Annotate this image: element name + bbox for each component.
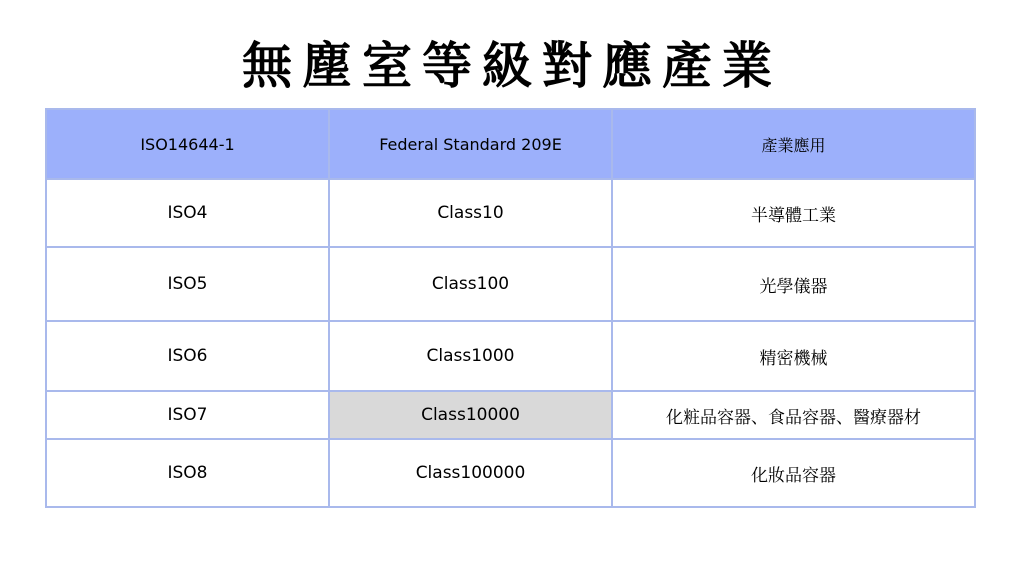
- cell-federal-class: Class1000: [329, 321, 612, 391]
- cell-industry: 化妝品容器: [612, 439, 975, 507]
- cell-iso-class: ISO6: [46, 321, 329, 391]
- cell-federal-class-highlighted: Class10000: [329, 391, 612, 439]
- table-row: [46, 439, 975, 507]
- cell-industry: 化粧品容器、食品容器、醫療器材: [612, 391, 975, 439]
- table-header-row: [46, 109, 975, 179]
- table-row: [46, 179, 975, 247]
- cell-federal-class: Class100000: [329, 439, 612, 507]
- cell-iso-class: ISO5: [46, 247, 329, 321]
- cell-industry: 精密機械: [612, 321, 975, 391]
- header-federal-standard: Federal Standard 209E: [329, 109, 612, 179]
- header-industry-application: 產業應用: [612, 109, 975, 179]
- cell-industry: 半導體工業: [612, 179, 975, 247]
- table-row: [46, 391, 975, 439]
- cleanroom-class-table: [45, 108, 976, 508]
- cell-industry: 光學儀器: [612, 247, 975, 321]
- cell-iso-class: ISO8: [46, 439, 329, 507]
- cell-iso-class: ISO4: [46, 179, 329, 247]
- cell-iso-class: ISO7: [46, 391, 329, 439]
- table-row: [46, 321, 975, 391]
- cell-federal-class: Class100: [329, 247, 612, 321]
- cell-federal-class: Class10: [329, 179, 612, 247]
- page-title: 無塵室等級對應產業: [242, 36, 782, 95]
- cleanroom-table-container: [45, 108, 974, 508]
- table-row: [46, 247, 975, 321]
- header-iso14644: ISO14644-1: [46, 109, 329, 179]
